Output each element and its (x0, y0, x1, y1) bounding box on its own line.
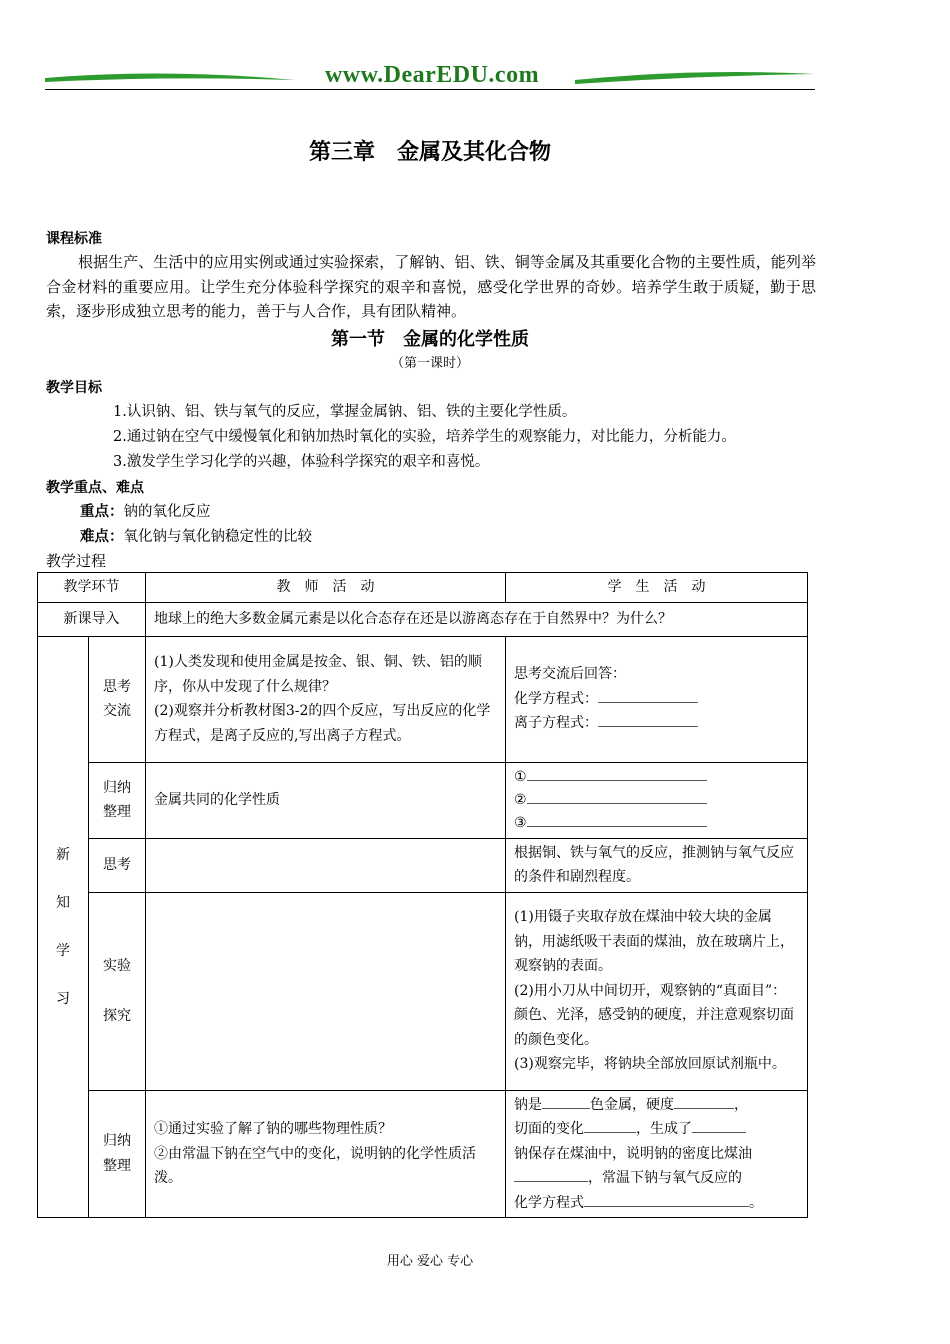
section-title: 第一节 金属的化学性质 (331, 329, 529, 350)
course-standard-label: 课程标准 (46, 231, 102, 247)
site-logo: www.DearEDU.com (324, 62, 540, 88)
sub-stage: 思考 (89, 838, 146, 892)
table-row (38, 1090, 808, 1218)
key-points-label: 教学重点、难点 (46, 480, 144, 496)
teacher-cell (146, 892, 506, 1090)
process-label: 教学过程 (46, 552, 107, 570)
student-cell: ① ② ③ (506, 762, 808, 838)
header-rule (45, 89, 815, 90)
table-header-row (38, 573, 808, 603)
table-row (38, 636, 808, 762)
student-cell: 思考交流后回答： 化学方程式： 离子方程式： (506, 636, 808, 762)
sub-stage: 思考交流 (89, 636, 146, 762)
teacher-cell: ①通过实验了解了钠的哪些物理性质？ ②由常温下钠在空气中的变化，说明钠的化学性质活泼。 (146, 1090, 506, 1218)
sub-stage: 归纳整理 (89, 1090, 146, 1218)
student-cell: 根据铜、铁与氧气的反应，推测钠与氧气反应的条件和剧烈程度。 (506, 838, 808, 892)
teacher-cell: (1)人类发现和使用金属是按金、银、铜、铁、铝的顺序，你从中发现了什么规律？ (2)观察并分析教材图3-2的四个反应，写出反应的化学方程式，是离子反应的,写出离子方程式。 (146, 636, 506, 762)
table-row (38, 602, 808, 636)
teacher-cell (146, 838, 506, 892)
group-label: 新 知 学 习 (38, 636, 89, 1218)
student-cell: (1)用镊子夹取存放在煤油中较大块的金属钠，用滤纸吸干表面的煤油，放在玻璃片上，观察钠的表面。 (2)用小刀从中间切开，观察钠的“真面目”：颜色、光泽，感受钠的硬度，并注意观察切面的颜色变化。 (3)观察完毕，将钠块全部放回原试剂瓶中。 (506, 892, 808, 1090)
goals-label: 教学目标 (46, 380, 102, 396)
difficulty-line (80, 525, 312, 546)
table-row (38, 892, 808, 1090)
table-row (38, 838, 808, 892)
difficulty-text: 氧化钠与氧化钠稳定性的比较 (123, 529, 312, 545)
sub-stage: 归纳整理 (89, 762, 146, 838)
header-teacher: 教 师 活 动 (146, 573, 506, 603)
site-header (45, 62, 815, 96)
focus-text: 钠的氧化反应 (123, 504, 211, 520)
goal-item: 1.认识钠、铝、铁与氧气的反应，掌握金属钠、铝、铁的主要化学性质。 (113, 404, 577, 420)
header-stage: 教学环节 (38, 573, 146, 603)
lesson-number: （第一课时） (390, 356, 469, 371)
teacher-cell: 金属共同的化学性质 (146, 762, 506, 838)
student-cell: 钠是 色金属，硬度 ， 切面的变化 ，生成了 钠保存在煤油中，说明钠的密度比煤油 ，常温下钠与氧气反应的 化学方程式 。 (506, 1090, 808, 1218)
right-swoosh-icon (575, 66, 815, 86)
footer-text: 用心 爱心 专心 (386, 1254, 474, 1269)
course-standard-text: 根据生产、生活中的应用实例或通过实验探索，了解钠、铝、铁、铜等金属及其重要化合物的主要性质，能列举合金材料的重要应用。让学生充分体验科学探究的艰辛和喜悦，感受化学世界的奇妙。培养学生敢于质疑，勤于思索，逐步形成独立思考的能力，善于与人合作，具有团队精神。 (46, 253, 816, 320)
intro-content: 地球上的绝大多数金属元素是以化合态存在还是以游离态存在于自然界中？为什么？ (146, 602, 808, 636)
goal-item: 2.通过钠在空气中缓慢氧化和钠加热时氧化的实验，培养学生的观察能力，对比能力，分析能力。 (113, 429, 736, 445)
chapter-title: 第三章 金属及其化合物 (308, 140, 551, 165)
difficulty-label: 难点： (80, 529, 124, 545)
intro-stage: 新课导入 (38, 602, 146, 636)
sub-stage: 实验探究 (89, 892, 146, 1090)
header-student: 学 生 活 动 (506, 573, 808, 603)
focus-line (80, 500, 211, 521)
table-row (38, 762, 808, 838)
focus-label: 重点： (80, 504, 124, 520)
goal-item: 3.激发学生学习化学的兴趣，体验科学探究的艰辛和喜悦。 (113, 454, 490, 470)
left-swoosh-icon (45, 66, 295, 86)
lesson-table (37, 572, 808, 1218)
